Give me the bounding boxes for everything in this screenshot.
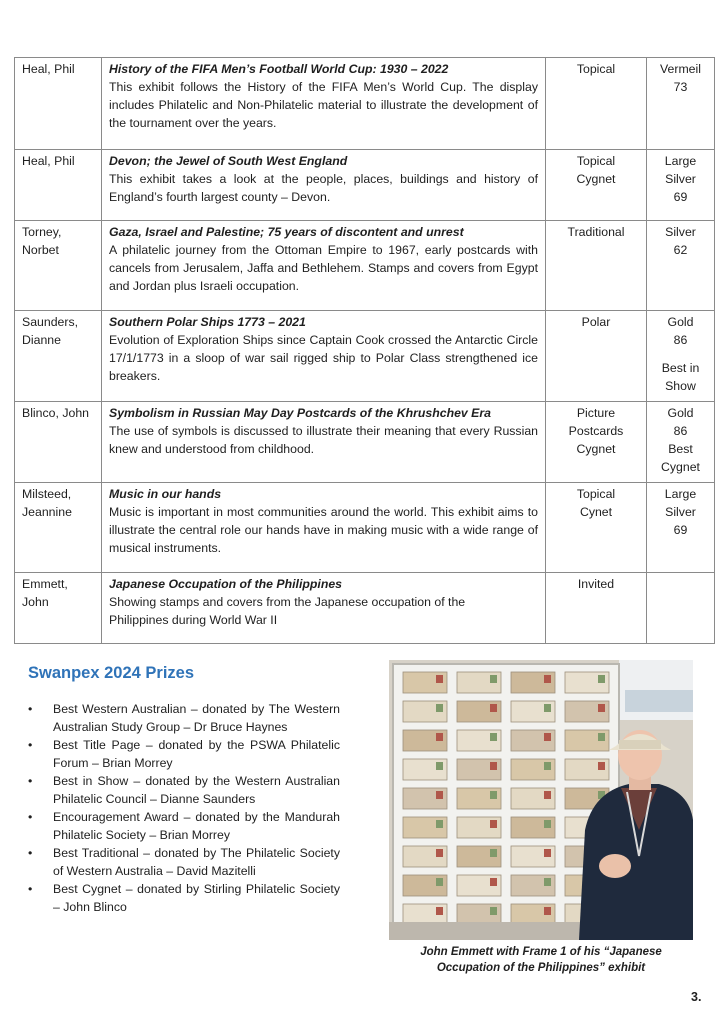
exhibit-description: Evolution of Exploration Ships since Captain Cook crossed the Antarctic Circle 17/1/1773 in a sloop of war sail rigged ship to Polar Class strengthened ice breakers. [109,333,538,383]
caption-line: John Emmett with Frame 1 of his “Japanese [420,946,662,958]
exhibit-award-extra: Best in Show [661,361,700,393]
exhibit-award-line: Silver [665,172,696,186]
exhibit-class-line: Topical [576,487,616,501]
exhibit-award-line: 69 [673,523,688,537]
stamp [436,849,443,857]
exhibit-description-line: Philippines during World War II [109,613,278,627]
prize-item [28,700,340,736]
prizes-list [28,700,340,916]
exhibit-description: The use of symbols is discussed to illustrate their meaning that every Russian knew and understood from childhood. [109,424,538,456]
stamp [436,733,443,741]
bullet-icon: • [28,774,33,788]
stamp [436,704,443,712]
stamp [436,878,443,886]
stamp [544,733,551,741]
exhibit-title: Japanese Occupation of the Philippines [109,577,343,591]
exhibit-title: History of the FIFA Men’s Football World Cup: 1930 – 2022 [109,62,449,76]
exhibit-class-cell [546,402,647,483]
stamp [490,820,497,828]
stamp [490,675,497,683]
stamp [490,849,497,857]
exhibit-class-cell [546,58,647,150]
bullet-icon: • [28,882,33,896]
stamp [598,675,605,683]
prize-text: Best in Show – donated by the Western Australian Philatelic Council – Dianne Saunders [53,774,340,806]
exhibit-row [15,311,715,402]
exhibit-title: Gaza, Israel and Palestine; 75 years of discontent and unrest [109,225,464,239]
stamp [544,675,551,683]
exhibit-class-cell [546,573,647,644]
stamp [490,733,497,741]
stamp [490,762,497,770]
exhibit-row [15,150,715,221]
exhibit-title: Southern Polar Ships 1773 – 2021 [109,315,306,329]
stamp [436,907,443,915]
stamp [436,791,443,799]
exhibitor-name: Heal, Phil [15,58,102,150]
stamp [436,762,443,770]
exhibit-award-line: 62 [673,243,688,257]
exhibit-class-line: Cynet [579,505,613,519]
exhibit-description-cell [102,483,546,573]
exhibit-award-cell [647,58,715,150]
exhibit-row [15,58,715,150]
prize-text: Best Cygnet – donated by Stirling Philatelic Society – John Blinco [53,882,340,914]
exhibitor-name: Milsteed, Jeannine [15,483,102,573]
exhibit-class-cell [546,150,647,221]
bullet-icon: • [28,738,33,752]
photo-caption [389,944,693,976]
exhibit-award-line: Large [664,487,697,501]
stamp [598,704,605,712]
exhibit-award-cell [647,483,715,573]
exhibit-award-cell [647,573,715,644]
bullet-icon: • [28,846,33,860]
exhibit-award-line: Gold [667,406,694,420]
exhibit-class-line: Topical [576,154,616,168]
bullet-icon: • [28,810,33,824]
stamp [544,878,551,886]
stamp [436,820,443,828]
stamp [490,878,497,886]
exhibit-description: This exhibit follows the History of the FIFA Men’s World Cup. The display includes Philatelic and Non-Philatelic material to illustrate the development of the tournament over the years. [109,80,538,130]
exhibitor-name: Torney, Norbet [15,221,102,311]
exhibit-description-cell [102,573,546,644]
exhibit-description-line: Showing stamps and covers from the Japanese occupation of the [109,595,466,609]
caption-line: Occupation of the Philippines” exhibit [436,962,646,974]
exhibit-award-cell [647,402,715,483]
exhibit-class-line: Polar [581,315,611,329]
exhibit-description-cell [102,150,546,221]
stamp [544,704,551,712]
exhibit-row [15,573,715,644]
exhibit-class-line: Topical [576,62,616,76]
exhibit-award-line: Gold [667,315,694,329]
stamp [544,907,551,915]
stamp [598,733,605,741]
exhibitor-name: Heal, Phil [15,150,102,221]
prize-item [28,808,340,844]
exhibit-award-line: 86 [673,424,688,438]
exhibit-description-cell [102,402,546,483]
stamp [436,675,443,683]
exhibit-title: Music in our hands [109,487,222,501]
exhibit-row [15,221,715,311]
prize-item [28,772,340,808]
prize-text: Best Western Australian – donated by The Western Australian Study Group – Dr Bruce Haynes [53,702,340,734]
exhibit-award-line: Best Cygnet [661,442,700,474]
exhibit-class-line: Cygnet [576,172,616,186]
exhibit-photo [389,660,693,940]
exhibit-class-cell [546,311,647,402]
prize-item [28,880,340,916]
exhibit-class-line: Postcards [568,424,624,438]
exhibit-row [15,402,715,483]
exhibit-class-line: Cygnet [576,442,616,456]
exhibit-award-line: Silver [665,505,696,519]
exhibit-class-cell [546,221,647,311]
exhibit-award-cell [647,221,715,311]
exhibit-class-line: Traditional [567,225,625,239]
stamp [490,907,497,915]
prize-text: Best Traditional – donated by The Philatelic Society of Western Australia – David Mazitelli [53,846,340,878]
exhibit-description: This exhibit takes a look at the people, places, buildings and history of England’s fourth largest county – Devon. [109,172,538,204]
exhibit-description-cell [102,58,546,150]
exhibit-title: Symbolism in Russian May Day Postcards of the Khrushchev Era [109,406,492,420]
page-number: 3. [691,990,702,1004]
exhibits-table-body [15,58,715,644]
exhibitor-name: Emmett, John [15,573,102,644]
stamp [490,704,497,712]
exhibit-class-line: Invited [577,577,615,591]
exhibit-description: A philatelic journey from the Ottoman Empire to 1967, early postcards with cancels from Jerusalem, Jaffa and Bethlehem. Stamps and covers from Egypt and Jordan plus Israeli occupation. [109,243,538,293]
stamp [544,762,551,770]
exhibit-photo-illustration [389,660,693,940]
exhibit-award-line: Vermeil [659,62,701,76]
prize-text: Best Title Page – donated by the PSWA Philatelic Forum – Brian Morrey [53,738,340,770]
exhibit-award-cell [647,311,715,402]
stamp [544,849,551,857]
exhibits-table [14,57,715,644]
exhibit-award-line: Large [664,154,697,168]
stamp [544,820,551,828]
exhibit-description: Music is important in most communities around the world. This exhibit aims to illustrate the central role our hands have in making music with a wide range of musical instruments. [109,505,538,555]
prizes-heading: Swanpex 2024 Prizes [28,664,195,682]
exhibit-title: Devon; the Jewel of South West England [109,154,348,168]
exhibit-award-line: 86 [673,333,688,347]
prize-item [28,844,340,880]
stamp [490,791,497,799]
prize-text: Encouragement Award – donated by the Mandurah Philatelic Society – Brian Morrey [53,810,340,842]
exhibit-award-line: Silver [665,225,696,239]
stamp [544,791,551,799]
exhibit-row [15,483,715,573]
exhibit-award-cell [647,150,715,221]
exhibitor-name: Saunders, Dianne [15,311,102,402]
exhibit-description-cell [102,221,546,311]
exhibit-description-cell [102,311,546,402]
stamp [598,762,605,770]
exhibit-award-line: 69 [673,190,688,204]
exhibit-class-cell [546,483,647,573]
exhibitor-name: Blinco, John [15,402,102,483]
exhibit-award-line: 73 [673,80,688,94]
bullet-icon: • [28,702,33,716]
prize-item [28,736,340,772]
exhibit-class-line: Picture [576,406,616,420]
